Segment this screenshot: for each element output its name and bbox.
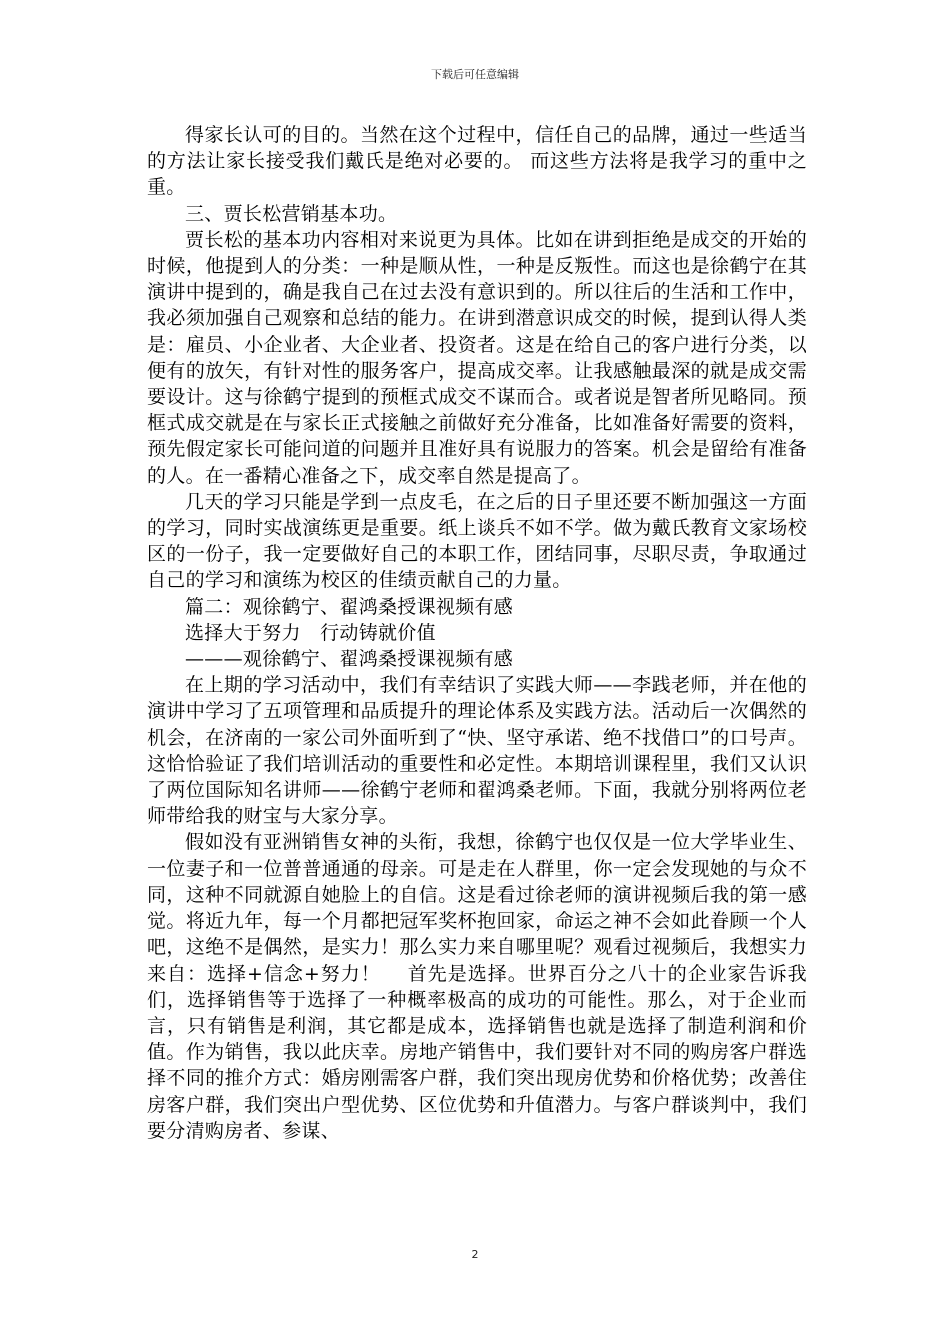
paragraph-introduction: 在上期的学习活动中，我们有幸结识了实践大师——李践老师，并在他的演讲中学习了五项管理和品质提升的理论体系及实践方法。活动后一次偶然的机会，在济南的一家公司外面听到了“快、坚守承诺、绝不找借口”的口号声。这恰恰验证了我们培训活动的重要性和必定性。本期培训课程里，我们又认识了两位国际知名讲师——徐鹤宁老师和翟鸿桑老师。下面，我就分别将两位老师带给我的财宝与大家分享。	[147, 674, 807, 828]
header-note: 下载后可任意编辑	[431, 68, 519, 81]
section-heading-3: 三、贾长松营销基本功。	[185, 202, 398, 225]
article-subtitle: ———观徐鹤宁、翟鸿桑授课视频有感	[185, 648, 514, 671]
paragraph-continuation: 得家长认可的目的。当然在这个过程中，信任自己的品牌，通过一些适当的方法让家长接受我们戴氏是绝对必要的。 而这些方法将是我学习的重中之重。	[147, 124, 807, 199]
article-title: 篇二：观徐鹤宁、翟鸿桑授课视频有感	[185, 595, 514, 618]
paragraph-xu-heming: 假如没有亚洲销售女神的头衔，我想，徐鹤宁也仅仅是一位大学毕业生、一位妻子和一位普普通通的母亲。可是走在人群里，你一定会发现她的与众不同，这种不同就源自她脸上的自信。这是看过徐老师的演讲视频后我的第一感觉。将近九年，每一个月都把冠军奖杯抱回家，命运之神不会如此眷顾一个人吧，这绝不是偶然，是实力！那么实力来自哪里呢？观看过视频后，我想实力来自：选择+信念+努力！ 首先是选择。世界百分之八十的企业家告诉我们，选择销售等于选择了一种概率极高的成功的可能性。那么，对于企业而言，只有销售是利润，其它都是成本，选择销售也就是选择了制造利润和价值。作为销售，我以此庆幸。房地产销售中，我们要针对不同的购房客户群选择不同的推介方式：婚房刚需客户群，我们突出现房优势和价格优势；改善住房客户群，我们突出户型优势、区位优势和升值潜力。与客户群谈判中，我们要分清购房者、参谋、	[147, 831, 807, 1142]
page-number: 2	[471, 1248, 479, 1261]
paragraph-basic-skills: 贾长松的基本功内容相对来说更为具体。比如在讲到拒绝是成交的开始的时候，他提到人的分类：一种是顺从性，一种是反叛性。而这也是徐鹤宁在其演讲中提到的，确是我自己在过去没有意识到的。所以往后的生活和工作中，我必须加强自己观察和总结的能力。在讲到潜意识成交的时候，提到认得人类是：雇员、小企业者、大企业者、投资者。这是在给自己的客户进行分类，以便有的放矢，有针对性的服务客户，提高成交率。让我感触最深的就是成交需要设计。这与徐鹤宁提到的预框式成交不谋而合。或者说是智者所见略同。预框式成交就是在与家长正式接触之前做好充分准备，比如准备好需要的资料，预先假定家长可能问道的问题并且准好具有说服力的答案。机会是留给有准备的人。在一番精心准备之下，成交率自然是提高了。	[147, 228, 807, 487]
paragraph-summary: 几天的学习只能是学到一点皮毛，在之后的日子里还要不断加强这一方面的学习，同时实战演练更是重要。纸上谈兵不如不学。做为戴氏教育文家场校区的一份子，我一定要做好自己的本职工作，团结同事，尽职尽责，争取通过自己的学习和演练为校区的佳绩贡献自己的力量。	[147, 490, 807, 592]
article-main-title: 选择大于努力 行动铸就价值	[185, 621, 436, 644]
document-body	[147, 122, 807, 1144]
